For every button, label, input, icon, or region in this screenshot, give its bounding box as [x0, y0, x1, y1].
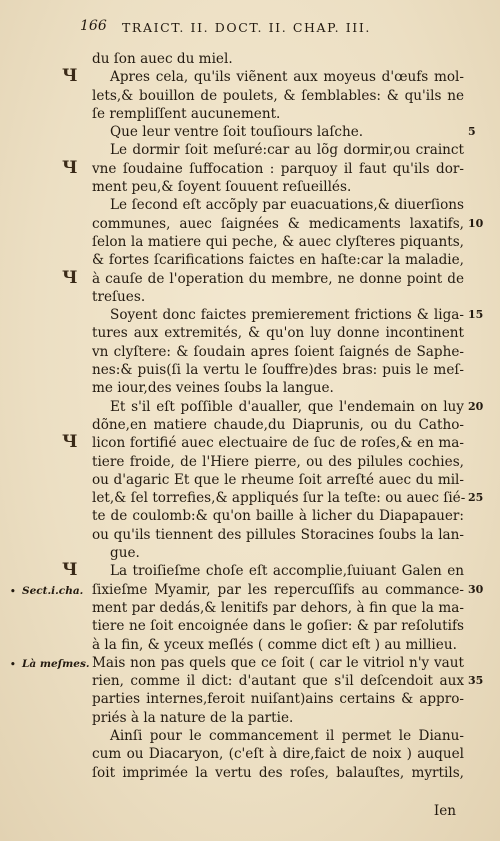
running-title: TRAICT. II. DOCT. II. CHAP. III.: [122, 20, 371, 35]
text-line: [92, 87, 470, 105]
line-text: me iour,des veines ſoubs la langue.: [92, 380, 334, 397]
margin-note: [10, 582, 84, 600]
text-line: [92, 672, 484, 690]
line-text: ſixieſme Myamir, par les repercuſſifs au commance-: [92, 581, 464, 598]
text-line: [92, 453, 470, 471]
paragraph-mark-icon: Ч: [62, 157, 78, 178]
line-text: ment par dedás,& lenitifs par dehors, à fin que la ma-: [92, 599, 464, 616]
text-line: [92, 215, 484, 233]
text-line: [92, 507, 470, 525]
note-marker-icon: •: [10, 586, 16, 597]
text-line: [92, 50, 470, 68]
text-line: [92, 727, 470, 745]
line-text: Le ſecond eſt accõply par euacuations,& diuerſions: [110, 197, 464, 214]
text-line: [92, 764, 470, 782]
line-text: à la fin, & yceux meſlés ( comme dict eſt ) au millieu.: [92, 636, 457, 653]
line-text: à cauſe de l'operation du membre, ne donne point de: [92, 270, 464, 287]
text-line: [92, 599, 470, 617]
line-text: La troiſieſme choſe eſt accomplie,ſuiuant Galen en: [110, 563, 464, 580]
line-text: Que leur ventre ſoit touſiours laſche.: [110, 124, 364, 141]
text-line: [92, 379, 470, 397]
line-text: rien, comme il dict: d'autant que s'il deſcendoit aux: [92, 673, 464, 690]
line-text: dõne,en matiere chaude,du Diaprunis, ou du Catho-: [92, 416, 464, 433]
line-text: parties internes,feroit nuiſant)ains certains & appro-: [92, 691, 464, 708]
line-number: 15: [468, 308, 484, 322]
text-line: [92, 233, 470, 251]
margin-note-text: Sect.i.cha.: [22, 584, 84, 597]
text-line: [92, 471, 470, 489]
line-text: Ainſi pour le commancement il permet le Dianu-: [110, 727, 464, 744]
text-line: [62, 66, 470, 87]
line-number: 5: [468, 125, 476, 139]
text-line: [92, 178, 470, 196]
paragraph-mark-icon: Ч: [62, 560, 78, 581]
line-text: cum ou Diacaryon, (c'eſt à dire,faict de noix ) auquel: [92, 746, 464, 763]
text-line: [92, 398, 484, 416]
page-number: 166: [80, 18, 107, 34]
line-text: tiere ne ſoit encoignée dans le goſier: & par reſolutifs: [92, 618, 464, 635]
line-text: ſe rempliſſent aucunement.: [92, 105, 281, 122]
text-line: [92, 489, 484, 507]
text-line: [62, 267, 470, 288]
line-text: lets,& bouillon de poulets, & ſemblables: & qu'ils ne: [92, 87, 464, 104]
text-line: [92, 544, 470, 562]
text-line: [92, 361, 470, 379]
text-line: [62, 560, 470, 581]
text-line: [92, 617, 470, 635]
text-line: [92, 141, 470, 159]
text-line: [92, 288, 470, 306]
text-line: [92, 123, 476, 141]
line-text: treſues.: [92, 288, 146, 305]
paragraph-mark-icon: Ч: [62, 66, 78, 87]
line-number: 35: [468, 674, 484, 688]
line-text: ſoit imprimée la vertu des roſes, balauſtes, myrtils,: [92, 764, 464, 781]
text-line: [92, 196, 470, 214]
line-number: 30: [468, 582, 484, 596]
text-line: [62, 432, 470, 453]
line-text: Et s'il eſt poſſible d'aualler, que l'endemain on luy: [110, 398, 464, 415]
line-text: communes, auec ſaignées & medicaments laxatifs,: [92, 215, 464, 232]
text-line: [92, 745, 470, 763]
line-text: ou d'agaric Et que le rheume ſoit arreſté auec du mil-: [92, 471, 464, 488]
text-line: [10, 581, 484, 599]
line-text: du ſon auec du miel.: [92, 51, 233, 67]
text-line: [92, 306, 484, 324]
line-text: ſelon la matiere qui peche, & auec clyſteres piquants,: [92, 233, 464, 250]
line-text: Apres cela, qu'ils viẽnent aux moyeus d'œufs mol-: [110, 69, 464, 86]
line-text: vne ſoudaine ſuffocation : parquoy il faut qu'ils dor-: [92, 160, 464, 177]
text-line: [10, 654, 470, 672]
text-body: [10, 50, 484, 782]
line-text: Mais non pas quels que ce ſoit ( car le vitriol n'y vaut: [92, 654, 464, 671]
line-text: nes:& puis(ſi la vertu le ſouffre)des bras: puis le meſ-: [92, 362, 464, 379]
running-header: [80, 18, 472, 40]
line-text: Soyent donc faictes premierement frictions & liga-: [110, 307, 464, 324]
line-text: priés à la nature de la partie.: [92, 709, 294, 726]
line-text: let,& ſel torrefies,& appliqués ſur la teſte: ou auec ſié-: [92, 490, 466, 507]
line-text: gue.: [110, 545, 140, 562]
text-line: [92, 343, 470, 361]
line-number: 20: [468, 399, 484, 413]
margin-note: [10, 655, 90, 673]
line-text: ment peu,& ſoyent ſouuent reſueillés.: [92, 179, 352, 196]
line-number: 10: [468, 216, 484, 230]
line-text: tiere froide, de l'Hiere pierre, ou des pilules cochies,: [92, 453, 464, 470]
line-text: & fortes ſcarifications faictes en haſte:car la maladie,: [92, 252, 464, 269]
line-text: licon fortifié auec electuaire de ſuc de roſes,& en ma-: [92, 435, 464, 452]
text-line: [92, 416, 470, 434]
line-text: vn clyſtere: & ſoudain apres ſoient ſaignés de Saphe-: [92, 343, 464, 360]
text-line: [92, 251, 470, 269]
line-number: 25: [468, 491, 484, 505]
paragraph-mark-icon: Ч: [62, 432, 78, 453]
catchword: Ien: [433, 803, 456, 819]
line-text: tures aux extremités, & qu'on luy donne incontinent: [92, 325, 464, 342]
text-line: [92, 105, 470, 123]
text-line: [92, 526, 470, 544]
line-text: Le dormir ſoit meſuré:car au lõg dormir,ou crainct: [110, 142, 464, 159]
note-marker-icon: •: [10, 659, 16, 670]
margin-note-text: Là meſmes.: [22, 657, 90, 670]
line-text: te de coulomb:& qu'on baille à licher du Diapapauer:: [92, 508, 464, 525]
text-line: [92, 690, 470, 708]
text-line: [92, 709, 470, 727]
text-line: [92, 324, 470, 342]
line-text: ou qu'ils tiennent des pillules Storacines ſoubs la lan-: [92, 526, 464, 543]
paragraph-mark-icon: Ч: [62, 267, 78, 288]
text-line: [92, 636, 470, 654]
text-line: [62, 157, 470, 178]
